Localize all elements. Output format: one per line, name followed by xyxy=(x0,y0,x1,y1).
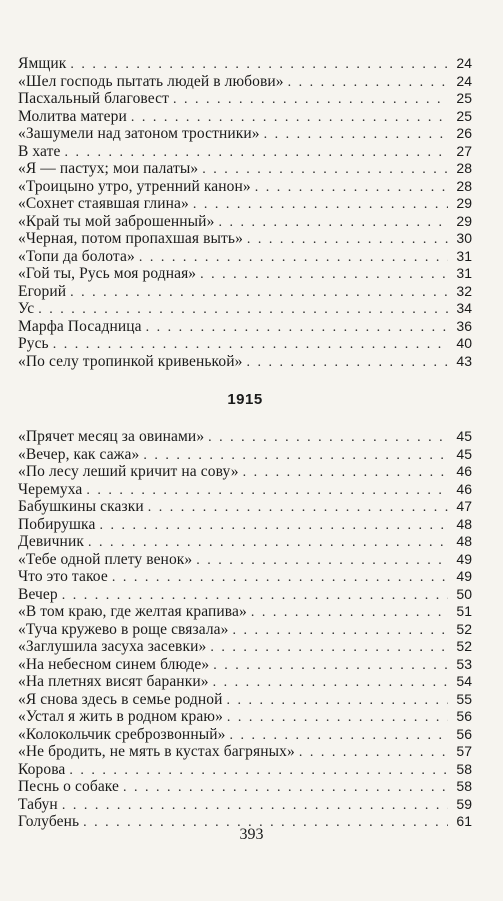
toc-entry-title: «Туча кружево в роще связала» xyxy=(18,620,229,638)
toc-entry-title: «По лесу леший кричит на сову» xyxy=(18,463,239,480)
toc-entry xyxy=(18,743,472,761)
dot-leader xyxy=(210,639,448,657)
toc-entry xyxy=(18,516,472,534)
toc-entry-page: 32 xyxy=(456,282,472,299)
toc-entry-page: 59 xyxy=(456,795,472,812)
toc-entry-title: Пасхальный благовест xyxy=(18,90,169,107)
toc-entry xyxy=(18,568,472,586)
toc-entry xyxy=(18,125,472,143)
toc-entry xyxy=(18,673,472,691)
dot-leader xyxy=(218,214,448,232)
toc-entry-title: «На плетнях висят баранки» xyxy=(18,673,209,690)
toc-entry-page: 52 xyxy=(456,620,472,637)
toc-entry-title: «Тебе одной плету венок» xyxy=(18,550,193,568)
toc-entry-page: 47 xyxy=(456,498,472,514)
dot-leader xyxy=(139,249,448,267)
toc-entry-page: 45 xyxy=(456,445,472,462)
toc-entry-page: 28 xyxy=(456,177,472,194)
toc-entry-page: 49 xyxy=(456,550,472,567)
dot-leader xyxy=(213,674,448,692)
toc-entry-title: Корова xyxy=(18,760,66,778)
toc-entry xyxy=(18,533,472,551)
toc-entry-page: 56 xyxy=(456,725,472,742)
toc-entry-page: 46 xyxy=(456,463,472,479)
toc-entry xyxy=(18,353,472,371)
dot-leader xyxy=(288,74,448,92)
toc-entry-title: Егорий xyxy=(18,282,67,300)
toc-entry-page: 31 xyxy=(456,265,472,281)
toc-entry-page: 46 xyxy=(456,480,472,497)
dot-leader xyxy=(230,727,449,745)
toc-entry-page: 25 xyxy=(456,107,472,124)
toc-entry-title: Побирушка xyxy=(18,515,96,533)
toc-entry-title: «Шел господь пытать людей в любови» xyxy=(18,72,284,90)
page-number: 393 xyxy=(239,826,264,843)
toc-entry xyxy=(18,621,472,639)
toc-entry-title: Девичник xyxy=(18,533,84,550)
toc-entry-title: Вечер xyxy=(18,585,58,603)
toc-entry xyxy=(18,428,472,446)
toc-entry xyxy=(18,108,472,126)
toc-entry-page: 29 xyxy=(456,195,472,211)
toc-entry xyxy=(18,446,472,464)
toc-entry-page: 54 xyxy=(456,673,472,689)
dot-leader xyxy=(227,692,448,710)
toc-entry xyxy=(18,551,472,569)
toc-entry-title: Что это такое xyxy=(18,568,108,585)
toc-entry-page: 58 xyxy=(456,760,472,777)
toc-entry xyxy=(18,213,472,231)
toc-entry-title: Песнь о собаке xyxy=(18,778,120,795)
dot-leader xyxy=(255,179,448,197)
toc-entry-title: Голубень xyxy=(18,813,80,830)
toc-entry-title: Ямщик xyxy=(18,55,67,72)
toc-entry-title: Черемуха xyxy=(18,480,83,498)
toc-entry-page: 57 xyxy=(456,743,472,759)
toc-entry-title: «Прячет месяц за овинами» xyxy=(18,428,205,445)
toc-entry xyxy=(18,335,472,353)
dot-leader xyxy=(247,231,448,249)
toc-entry-title: Ус xyxy=(18,300,35,317)
dot-leader xyxy=(88,534,448,552)
toc-entry-page: 55 xyxy=(456,690,472,707)
toc-entry-page: 24 xyxy=(456,55,472,71)
toc-entry-title: «Колокольчик среброзвонный» xyxy=(18,725,226,743)
dot-leader xyxy=(213,657,448,675)
dot-leader xyxy=(193,196,448,214)
toc-entry-page: 25 xyxy=(456,90,472,106)
dot-leader xyxy=(264,126,448,144)
toc-entry xyxy=(18,481,472,499)
dot-leader xyxy=(62,797,448,815)
toc-entry-title: «В том краю, где желтая крапива» xyxy=(18,603,247,620)
toc-entry-title: «Не бродить, не мять в кустах багряных» xyxy=(18,743,295,760)
toc-entry-title: Марфа Посадница xyxy=(18,317,142,335)
dot-leader xyxy=(200,266,448,284)
toc-entry-page: 29 xyxy=(456,212,472,229)
toc-entry-title: Молитва матери xyxy=(18,107,127,125)
toc-entry-title: «Топи да болота» xyxy=(18,247,135,265)
toc-entry-title: «Вечер, как сажа» xyxy=(18,445,140,463)
table-of-contents xyxy=(18,55,472,831)
toc-entry-page: 52 xyxy=(456,638,472,654)
toc-entry xyxy=(18,195,472,213)
dot-leader xyxy=(173,91,448,109)
toc-entry-page: 56 xyxy=(456,708,472,724)
toc-entry-title: «Черная, потом пропахшая выть» xyxy=(18,230,243,247)
toc-section-2 xyxy=(18,428,472,831)
toc-entry-title: «Устал я жить в родном краю» xyxy=(18,708,223,725)
dot-leader xyxy=(243,464,448,482)
toc-entry xyxy=(18,463,472,481)
toc-entry xyxy=(18,55,472,73)
toc-entry-title: Табун xyxy=(18,795,58,813)
toc-entry xyxy=(18,160,472,178)
toc-entry-page: 48 xyxy=(456,533,472,549)
dot-leader xyxy=(143,447,448,465)
toc-entry-title: «Край ты мой заброшенный» xyxy=(18,212,215,230)
toc-entry xyxy=(18,656,472,674)
toc-entry xyxy=(18,73,472,91)
section-year-heading: 1915 xyxy=(227,390,263,408)
toc-entry-page: 40 xyxy=(456,335,472,351)
dot-leader xyxy=(123,779,448,797)
toc-entry-title: «На небесном синем блюде» xyxy=(18,655,210,673)
dot-leader xyxy=(146,319,448,337)
toc-entry-title: «Сохнет стаявшая глина» xyxy=(18,195,189,212)
toc-entry xyxy=(18,603,472,621)
dot-leader xyxy=(86,482,448,500)
toc-entry xyxy=(18,248,472,266)
toc-entry-page: 61 xyxy=(456,813,472,829)
toc-entry-title: «Я снова здесь в семье родной xyxy=(18,690,223,708)
dot-leader xyxy=(208,429,448,447)
toc-entry xyxy=(18,498,472,516)
toc-entry-page: 51 xyxy=(456,603,472,619)
dot-leader xyxy=(299,744,448,762)
dot-leader xyxy=(65,144,449,162)
dot-leader xyxy=(148,499,448,517)
toc-entry xyxy=(18,318,472,336)
dot-leader xyxy=(246,354,448,372)
dot-leader xyxy=(202,161,448,179)
toc-entry-title: «Заглушила засуха засевки» xyxy=(18,638,207,655)
dot-leader xyxy=(62,587,448,605)
toc-entry xyxy=(18,283,472,301)
dot-leader xyxy=(69,762,448,780)
dot-leader xyxy=(99,517,448,535)
toc-entry xyxy=(18,708,472,726)
toc-entry-page: 36 xyxy=(456,317,472,334)
toc-entry xyxy=(18,300,472,318)
dot-leader xyxy=(112,569,448,587)
dot-leader xyxy=(227,709,448,727)
toc-entry-title: «По селу тропинкой кривенькой» xyxy=(18,352,243,370)
toc-entry xyxy=(18,796,472,814)
toc-entry-page: 28 xyxy=(456,160,472,176)
dot-leader xyxy=(70,284,448,302)
dot-leader xyxy=(38,301,448,319)
toc-entry xyxy=(18,638,472,656)
toc-entry-title: Бабушкины сказки xyxy=(18,498,144,515)
toc-section-1 xyxy=(18,55,472,370)
toc-entry-title: «Троицыно утро, утренний канон» xyxy=(18,177,251,195)
dot-leader xyxy=(233,622,449,640)
dot-leader xyxy=(251,604,448,622)
toc-entry-page: 24 xyxy=(456,72,472,89)
toc-entry-page: 43 xyxy=(456,352,472,369)
toc-entry xyxy=(18,178,472,196)
toc-entry-title: «Я — пастух; мои палаты» xyxy=(18,160,199,177)
toc-entry-page: 31 xyxy=(456,247,472,264)
toc-entry-page: 49 xyxy=(456,568,472,584)
toc-entry xyxy=(18,90,472,108)
toc-entry-page: 45 xyxy=(456,428,472,444)
toc-entry-page: 26 xyxy=(456,125,472,141)
toc-entry xyxy=(18,586,472,604)
toc-entry-page: 27 xyxy=(456,142,472,159)
dot-leader xyxy=(196,552,448,570)
toc-entry-page: 48 xyxy=(456,515,472,532)
toc-entry xyxy=(18,761,472,779)
dot-leader xyxy=(70,56,448,74)
toc-entry xyxy=(18,778,472,796)
toc-entry xyxy=(18,265,472,283)
toc-entry xyxy=(18,726,472,744)
toc-entry xyxy=(18,691,472,709)
toc-entry-title: «Гой ты, Русь моя родная» xyxy=(18,265,197,282)
toc-entry-title: Русь xyxy=(18,335,49,352)
toc-entry-page: 50 xyxy=(456,585,472,602)
toc-entry xyxy=(18,230,472,248)
dot-leader xyxy=(131,109,448,127)
toc-entry-page: 58 xyxy=(456,778,472,794)
toc-entry-page: 53 xyxy=(456,655,472,672)
toc-entry xyxy=(18,143,472,161)
toc-entry-page: 30 xyxy=(456,230,472,246)
dot-leader xyxy=(53,336,448,354)
toc-entry-page: 34 xyxy=(456,300,472,316)
toc-entry-title: «Зашумели над затоном тростники» xyxy=(18,125,260,142)
toc-entry-title: В хате xyxy=(18,142,61,160)
